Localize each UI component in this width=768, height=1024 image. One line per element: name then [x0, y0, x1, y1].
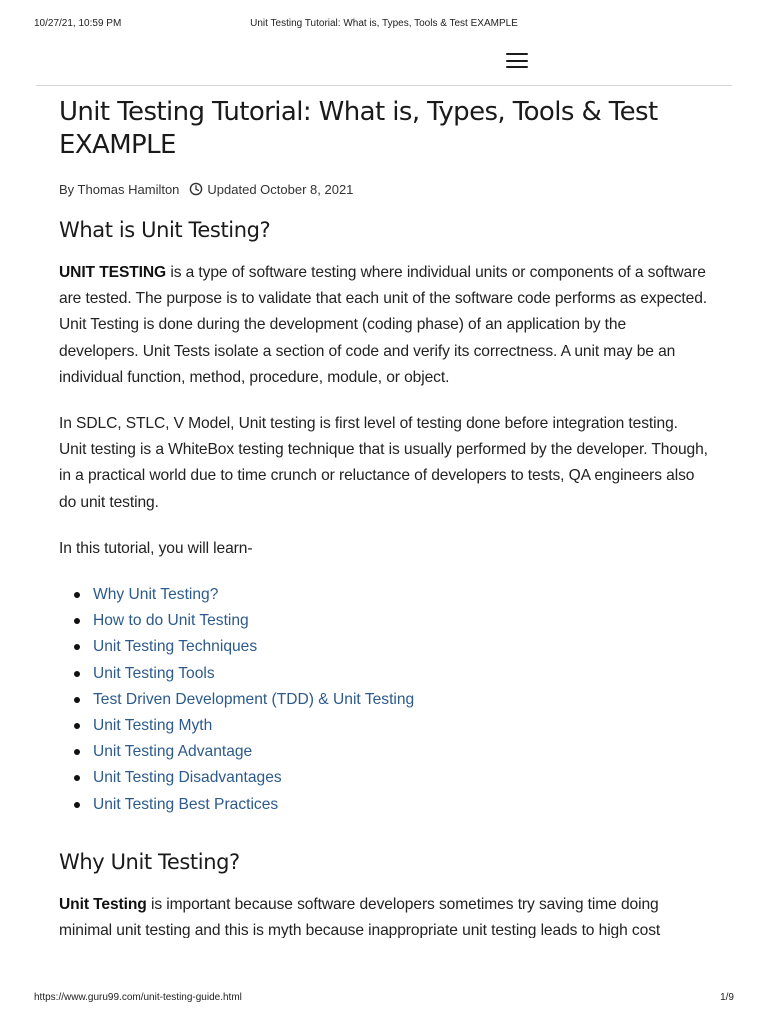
- toc-link-tools[interactable]: Unit Testing Tools: [93, 664, 215, 682]
- toc-link-disadvantages[interactable]: Unit Testing Disadvantages: [93, 769, 282, 787]
- clock-icon: [189, 182, 203, 196]
- toc-item: [59, 713, 709, 739]
- article-meta: [59, 180, 709, 198]
- print-page-title: Unit Testing Tutorial: What is, Types, Tools & Test EXAMPLE: [250, 18, 518, 29]
- print-page-number: 1/9: [720, 992, 734, 1003]
- why-strong: Unit Testing: [59, 895, 147, 913]
- toc-item: [59, 739, 709, 765]
- intro-strong: UNIT TESTING: [59, 264, 167, 281]
- article-title: Unit Testing Tutorial: What is, Types, Tools & Test EXAMPLE: [59, 97, 658, 160]
- sdlc-paragraph: In SDLC, STLC, V Model, Unit testing is first level of testing done before integration testing. Unit testing is a WhiteBox testing technique that is usually performed by the developer. Though, in a practical world due to time crunch or reluctance of developers to tests, QA engineers also do unit testing.: [59, 415, 708, 511]
- why-text: is important because software developers sometimes try saving time doing minimal unit testing and this is myth because inappropriate unit testing leads to high cost: [59, 895, 661, 938]
- table-of-contents: [59, 582, 709, 818]
- print-url: https://www.guru99.com/unit-testing-guide.html: [34, 992, 242, 1003]
- what-is-heading: What is Unit Testing?: [59, 218, 271, 242]
- toc-item: [59, 608, 709, 634]
- why-heading: Why Unit Testing?: [59, 849, 240, 874]
- print-header: [34, 18, 734, 32]
- learn-paragraph: In this tutorial, you will learn-: [59, 539, 253, 557]
- updated-date: Updated October 8, 2021: [207, 181, 354, 197]
- why-paragraph: [59, 892, 709, 938]
- toc-link-why-unit-testing[interactable]: Why Unit Testing?: [93, 586, 219, 604]
- toc-link-how-to-do[interactable]: How to do Unit Testing: [93, 612, 249, 630]
- toc-link-techniques[interactable]: Unit Testing Techniques: [93, 638, 258, 656]
- toc-item: [59, 661, 709, 687]
- toc-link-best-practices[interactable]: Unit Testing Best Practices: [93, 795, 279, 813]
- toc-link-myth[interactable]: Unit Testing Myth: [93, 717, 213, 735]
- toc-item: [59, 687, 709, 713]
- article: [59, 96, 709, 938]
- toc-item: [59, 582, 709, 608]
- why-paragraph-clip: [59, 892, 709, 938]
- author-byline: By Thomas Hamilton: [59, 181, 180, 197]
- toc-link-advantage[interactable]: Unit Testing Advantage: [93, 743, 253, 761]
- print-footer: [34, 992, 734, 1006]
- hamburger-menu-icon[interactable]: [505, 51, 529, 71]
- toc-item: [59, 634, 709, 660]
- toc-item: [59, 765, 709, 791]
- header-divider: [36, 85, 732, 86]
- toc-item: [59, 792, 709, 818]
- intro-text: is a type of software testing where individual units or components of a software are tested. The purpose is to validate that each unit of the software code performs as expected. Unit Testing is done during the development (coding phase) of an application by the developers. Unit Tests isolate a section of code and verify its correctness. A unit may be an individual function, method, procedure, module, or object.: [59, 264, 708, 386]
- toc-link-tdd[interactable]: Test Driven Development (TDD) & Unit Testing: [93, 690, 415, 708]
- print-datetime: 10/27/21, 10:59 PM: [34, 18, 122, 29]
- intro-paragraph: [59, 260, 709, 391]
